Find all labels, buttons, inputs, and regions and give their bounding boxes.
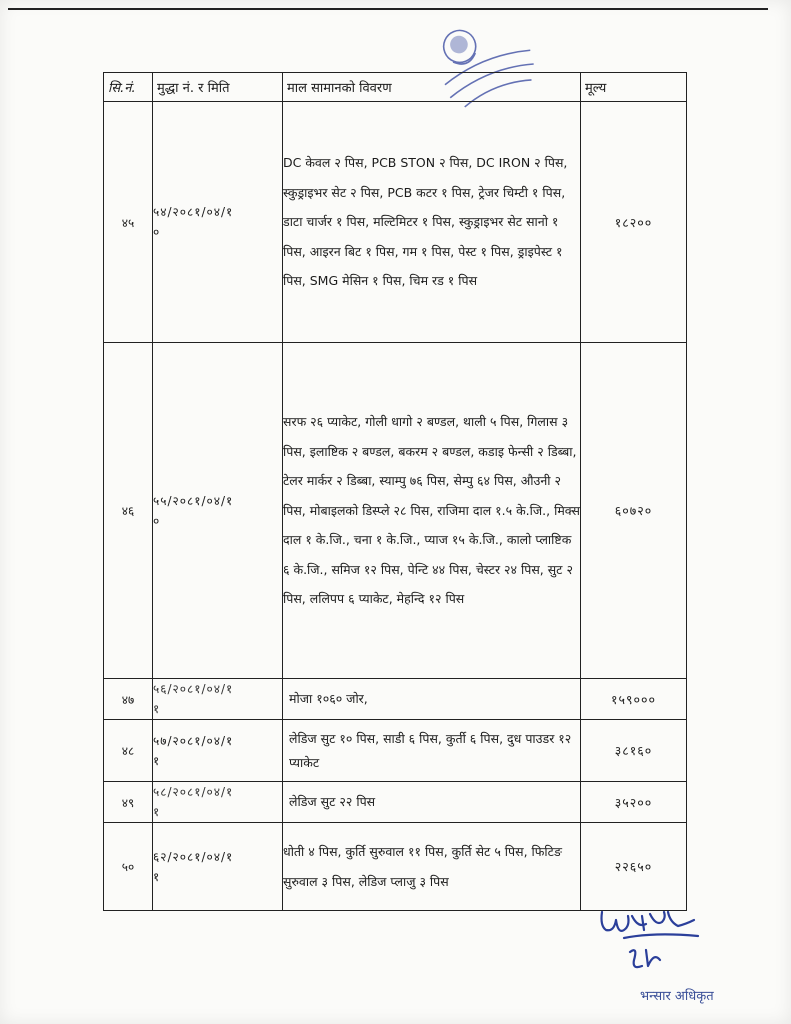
case-number-line: ५७/२०८१/०४/१ bbox=[153, 733, 234, 748]
row-value: १५९००० bbox=[581, 679, 687, 720]
table-header-row bbox=[104, 73, 687, 102]
row-goods-description: सरफ २६ प्याकेट, गोली धागो २ बण्डल, थाली ५ पिस, गिलास ३ पिस, इलाष्टिक २ बण्डल, बकरम २ बण्डल, कडाइ फेन्सी २ डिब्बा, टेलर मार्कर २ डिब्बा, स्याम्पु ७६ पिस, सेम्पु ६४ पिस, औउनी २ पिस, मोबाइलको डिस्प्ले २८ पिस, राजिमा दाल १.५ के.जि., मिक्स दाल १ के.जि., चना १ के.जि., प्याज १५ के.जि., कालो प्लाष्टिक ६ के.जि., समिज १२ पिस, पेन्टि ४४ पिस, चेस्टर २४ पिस, सुट २ पिस, ललिपप ६ प्याकेट, मेहन्दि १२ पिस bbox=[283, 343, 581, 679]
confiscated-goods-table bbox=[103, 72, 687, 911]
row-case-number bbox=[153, 823, 283, 911]
row-serial-number: ४७ bbox=[104, 679, 153, 720]
case-number-line: ० bbox=[153, 513, 161, 528]
row-value: २२६५० bbox=[581, 823, 687, 911]
table-row bbox=[104, 343, 687, 679]
header-value: मूल्य bbox=[581, 73, 687, 102]
row-goods-description: लेडिज सुट १० पिस, साडी ६ पिस, कुर्ती ६ पिस, दुध पाउडर १२ प्याकेट bbox=[283, 720, 581, 782]
table-row bbox=[104, 823, 687, 911]
header-goods-description: माल सामानको विवरण bbox=[283, 73, 581, 102]
row-serial-number: ४६ bbox=[104, 343, 153, 679]
case-number-line: ६२/२०८१/०४/१ bbox=[153, 849, 234, 864]
row-value: ३८१६० bbox=[581, 720, 687, 782]
row-goods-description: DC केवल २ पिस, PCB STON २ पिस, DC IRON २ पिस, स्कुड्राइभर सेट २ पिस, PCB कटर १ पिस, ट्रेजर चिम्टी १ पिस, डाटा चार्जर १ पिस, मल्टिमिटर १ पिस, स्कुड्राइभर सेट सानो १ पिस, आइरन बिट १ पिस, गम १ पिस, पेस्ट १ पिस, ड्राइपेस्ट १ पिस, SMG मेसिन १ पिस, चिम रड १ पिस bbox=[283, 102, 581, 343]
row-serial-number: ४९ bbox=[104, 782, 153, 823]
row-value: १८२०० bbox=[581, 102, 687, 343]
case-number-line: ५४/२०८१/०४/१ bbox=[153, 205, 234, 219]
row-case-number bbox=[153, 720, 283, 782]
row-serial-number: ४८ bbox=[104, 720, 153, 782]
case-number-line: १ bbox=[153, 753, 161, 768]
row-serial-number: ५० bbox=[104, 823, 153, 911]
row-value: ३५२०० bbox=[581, 782, 687, 823]
top-rule bbox=[8, 8, 768, 10]
officer-designation: भन्सार अधिकृत bbox=[640, 989, 714, 1004]
table-row bbox=[104, 782, 687, 823]
row-case-number bbox=[153, 343, 283, 679]
case-number-line: १ bbox=[153, 702, 161, 716]
case-number-line: ५८/२०८१/०४/१ bbox=[153, 785, 234, 799]
table-row bbox=[104, 679, 687, 720]
case-number-line: १ bbox=[153, 869, 161, 884]
table-row bbox=[104, 102, 687, 343]
row-goods-description: लेडिज सुट २२ पिस bbox=[283, 782, 581, 823]
table-row bbox=[104, 720, 687, 782]
officer-signature bbox=[594, 900, 704, 980]
row-value: ६०७२० bbox=[581, 343, 687, 679]
case-number-line: १ bbox=[153, 805, 161, 819]
row-case-number bbox=[153, 102, 283, 343]
row-goods-description: धोती ४ पिस, कुर्ति सुरुवाल ११ पिस, कुर्ति सेट ५ पिस, फिटिङ सुरुवाल ३ पिस, लेडिज प्लाजु ३ पिस bbox=[283, 823, 581, 911]
row-goods-description: मोजा १०६० जोर, bbox=[283, 679, 581, 720]
case-number-line: ५६/२०८१/०४/१ bbox=[153, 682, 234, 696]
header-serial-number: सि.नं. bbox=[104, 73, 153, 102]
case-number-line: ५५/२०८१/०४/१ bbox=[153, 493, 234, 508]
case-number-line: ० bbox=[153, 225, 161, 239]
row-case-number bbox=[153, 782, 283, 823]
header-case-number-date: मुद्धा नं. र मिति bbox=[153, 73, 283, 102]
row-serial-number: ४५ bbox=[104, 102, 153, 343]
row-case-number bbox=[153, 679, 283, 720]
